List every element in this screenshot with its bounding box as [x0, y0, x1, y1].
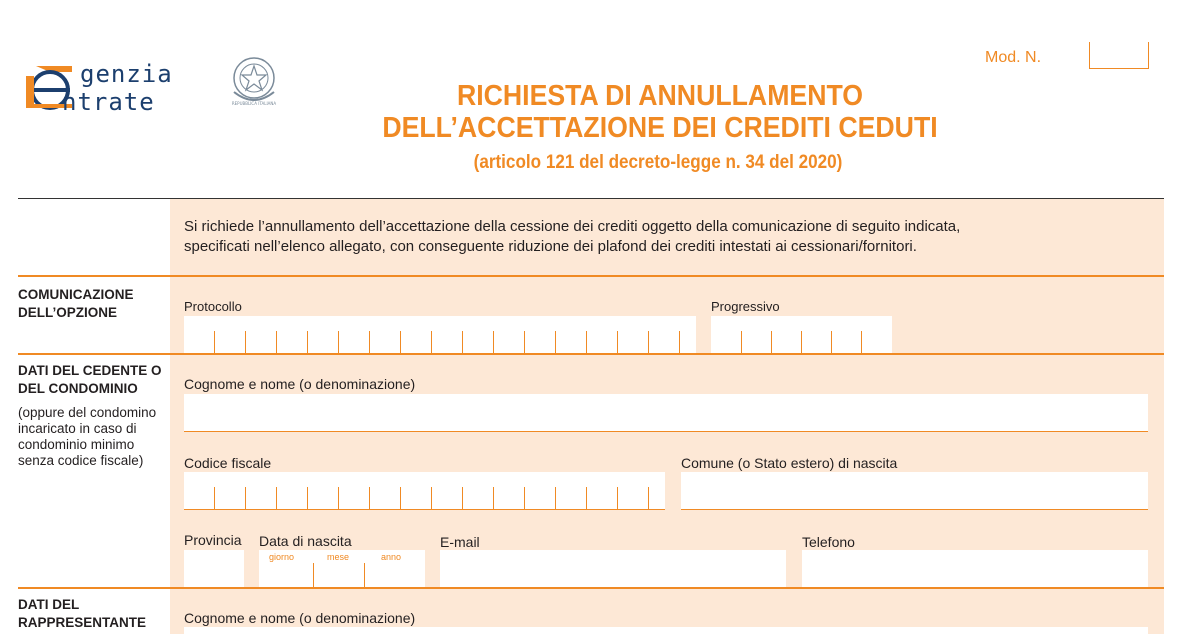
protocollo-field[interactable]	[184, 316, 696, 354]
intro-text	[184, 217, 960, 257]
section-note-line: (oppure del condomino	[18, 405, 157, 420]
codice-fiscale-char-ticks	[214, 487, 679, 509]
form-subtitle: (articolo 121 del decreto-legge n. 34 del 2020)	[473, 152, 843, 173]
rappresentante-cognome-field[interactable]	[184, 627, 1148, 634]
section-title-line: DELL’OPZIONE	[18, 305, 118, 320]
intro-line-1: Si richiede l’annullamento dell’accettazione della cessione dei crediti oggetto della comunicazione di seguito indicata,	[184, 218, 961, 235]
protocollo-char-ticks	[214, 331, 710, 353]
email-field[interactable]	[440, 550, 786, 588]
section-title-line: COMUNICAZIONE	[18, 287, 134, 302]
section-title-line: DATI DEL CEDENTE O	[18, 363, 162, 378]
anno-sublabel: anno	[381, 552, 402, 562]
codice-fiscale-field[interactable]	[184, 472, 665, 510]
section-note-cedente	[18, 405, 168, 469]
progressivo-label: Progressivo	[711, 299, 780, 314]
section-title-cedente	[18, 362, 168, 398]
section-divider	[18, 353, 1164, 355]
intro-line-2: specificati nell’elenco allegato, con conseguente riduzione dei plafond dei crediti intestati ai cessionari/fornitori.	[184, 238, 917, 255]
comune-nascita-label: Comune (o Stato estero) di nascita	[681, 455, 898, 471]
section-title-line: DEL CONDOMINIO	[18, 381, 138, 396]
codice-fiscale-label: Codice fiscale	[184, 455, 272, 471]
section-title-line: RAPPRESENTANTE	[18, 615, 147, 630]
section-note-line: senza codice fiscale)	[18, 453, 144, 468]
email-label: E-mail	[440, 534, 480, 550]
emblem-banner-text: REPUBBLICA ITALIANA	[231, 101, 277, 106]
rappresentante-cognome-label: Cognome e nome (o denominazione)	[184, 610, 416, 626]
section-note-line: condominio minimo	[18, 437, 135, 452]
cedente-cognome-label: Cognome e nome (o denominazione)	[184, 376, 416, 392]
data-nascita-label: Data di nascita	[259, 533, 352, 549]
section-divider	[18, 587, 1164, 589]
section-title-rappresentante	[18, 596, 168, 632]
logo-text-agenzia: genzia	[80, 60, 173, 88]
section-note-line: incaricato in caso di	[18, 421, 137, 436]
progressivo-field[interactable]	[711, 316, 892, 354]
data-nascita-field[interactable]	[259, 550, 425, 588]
date-separator	[364, 563, 365, 587]
telefono-label: Telefono	[802, 534, 855, 550]
provincia-label: Provincia	[184, 532, 242, 548]
mod-number-label: Mod. N.	[985, 49, 1042, 66]
form-title-line1: RICHIESTA DI ANNULLAMENTO	[456, 80, 864, 112]
protocollo-label: Protocollo	[184, 299, 242, 314]
form-title-line2: DELL’ACCETTAZIONE DEI CREDITI CEDUTI	[382, 112, 938, 144]
giorno-sublabel: giorno	[269, 552, 295, 562]
comune-nascita-field[interactable]	[681, 472, 1148, 510]
section-title-line: DATI DEL	[18, 597, 80, 612]
telefono-field[interactable]	[802, 550, 1148, 588]
section-title-comunicazione	[18, 286, 168, 322]
logo-text-entrate: ntrate	[62, 88, 155, 116]
date-separator	[313, 563, 314, 587]
mod-number-field[interactable]	[1089, 42, 1149, 69]
mese-sublabel: mese	[327, 552, 350, 562]
provincia-field[interactable]	[184, 550, 244, 588]
cedente-cognome-field[interactable]	[184, 394, 1148, 432]
section-divider	[18, 275, 1164, 277]
progressivo-char-ticks	[741, 331, 891, 353]
